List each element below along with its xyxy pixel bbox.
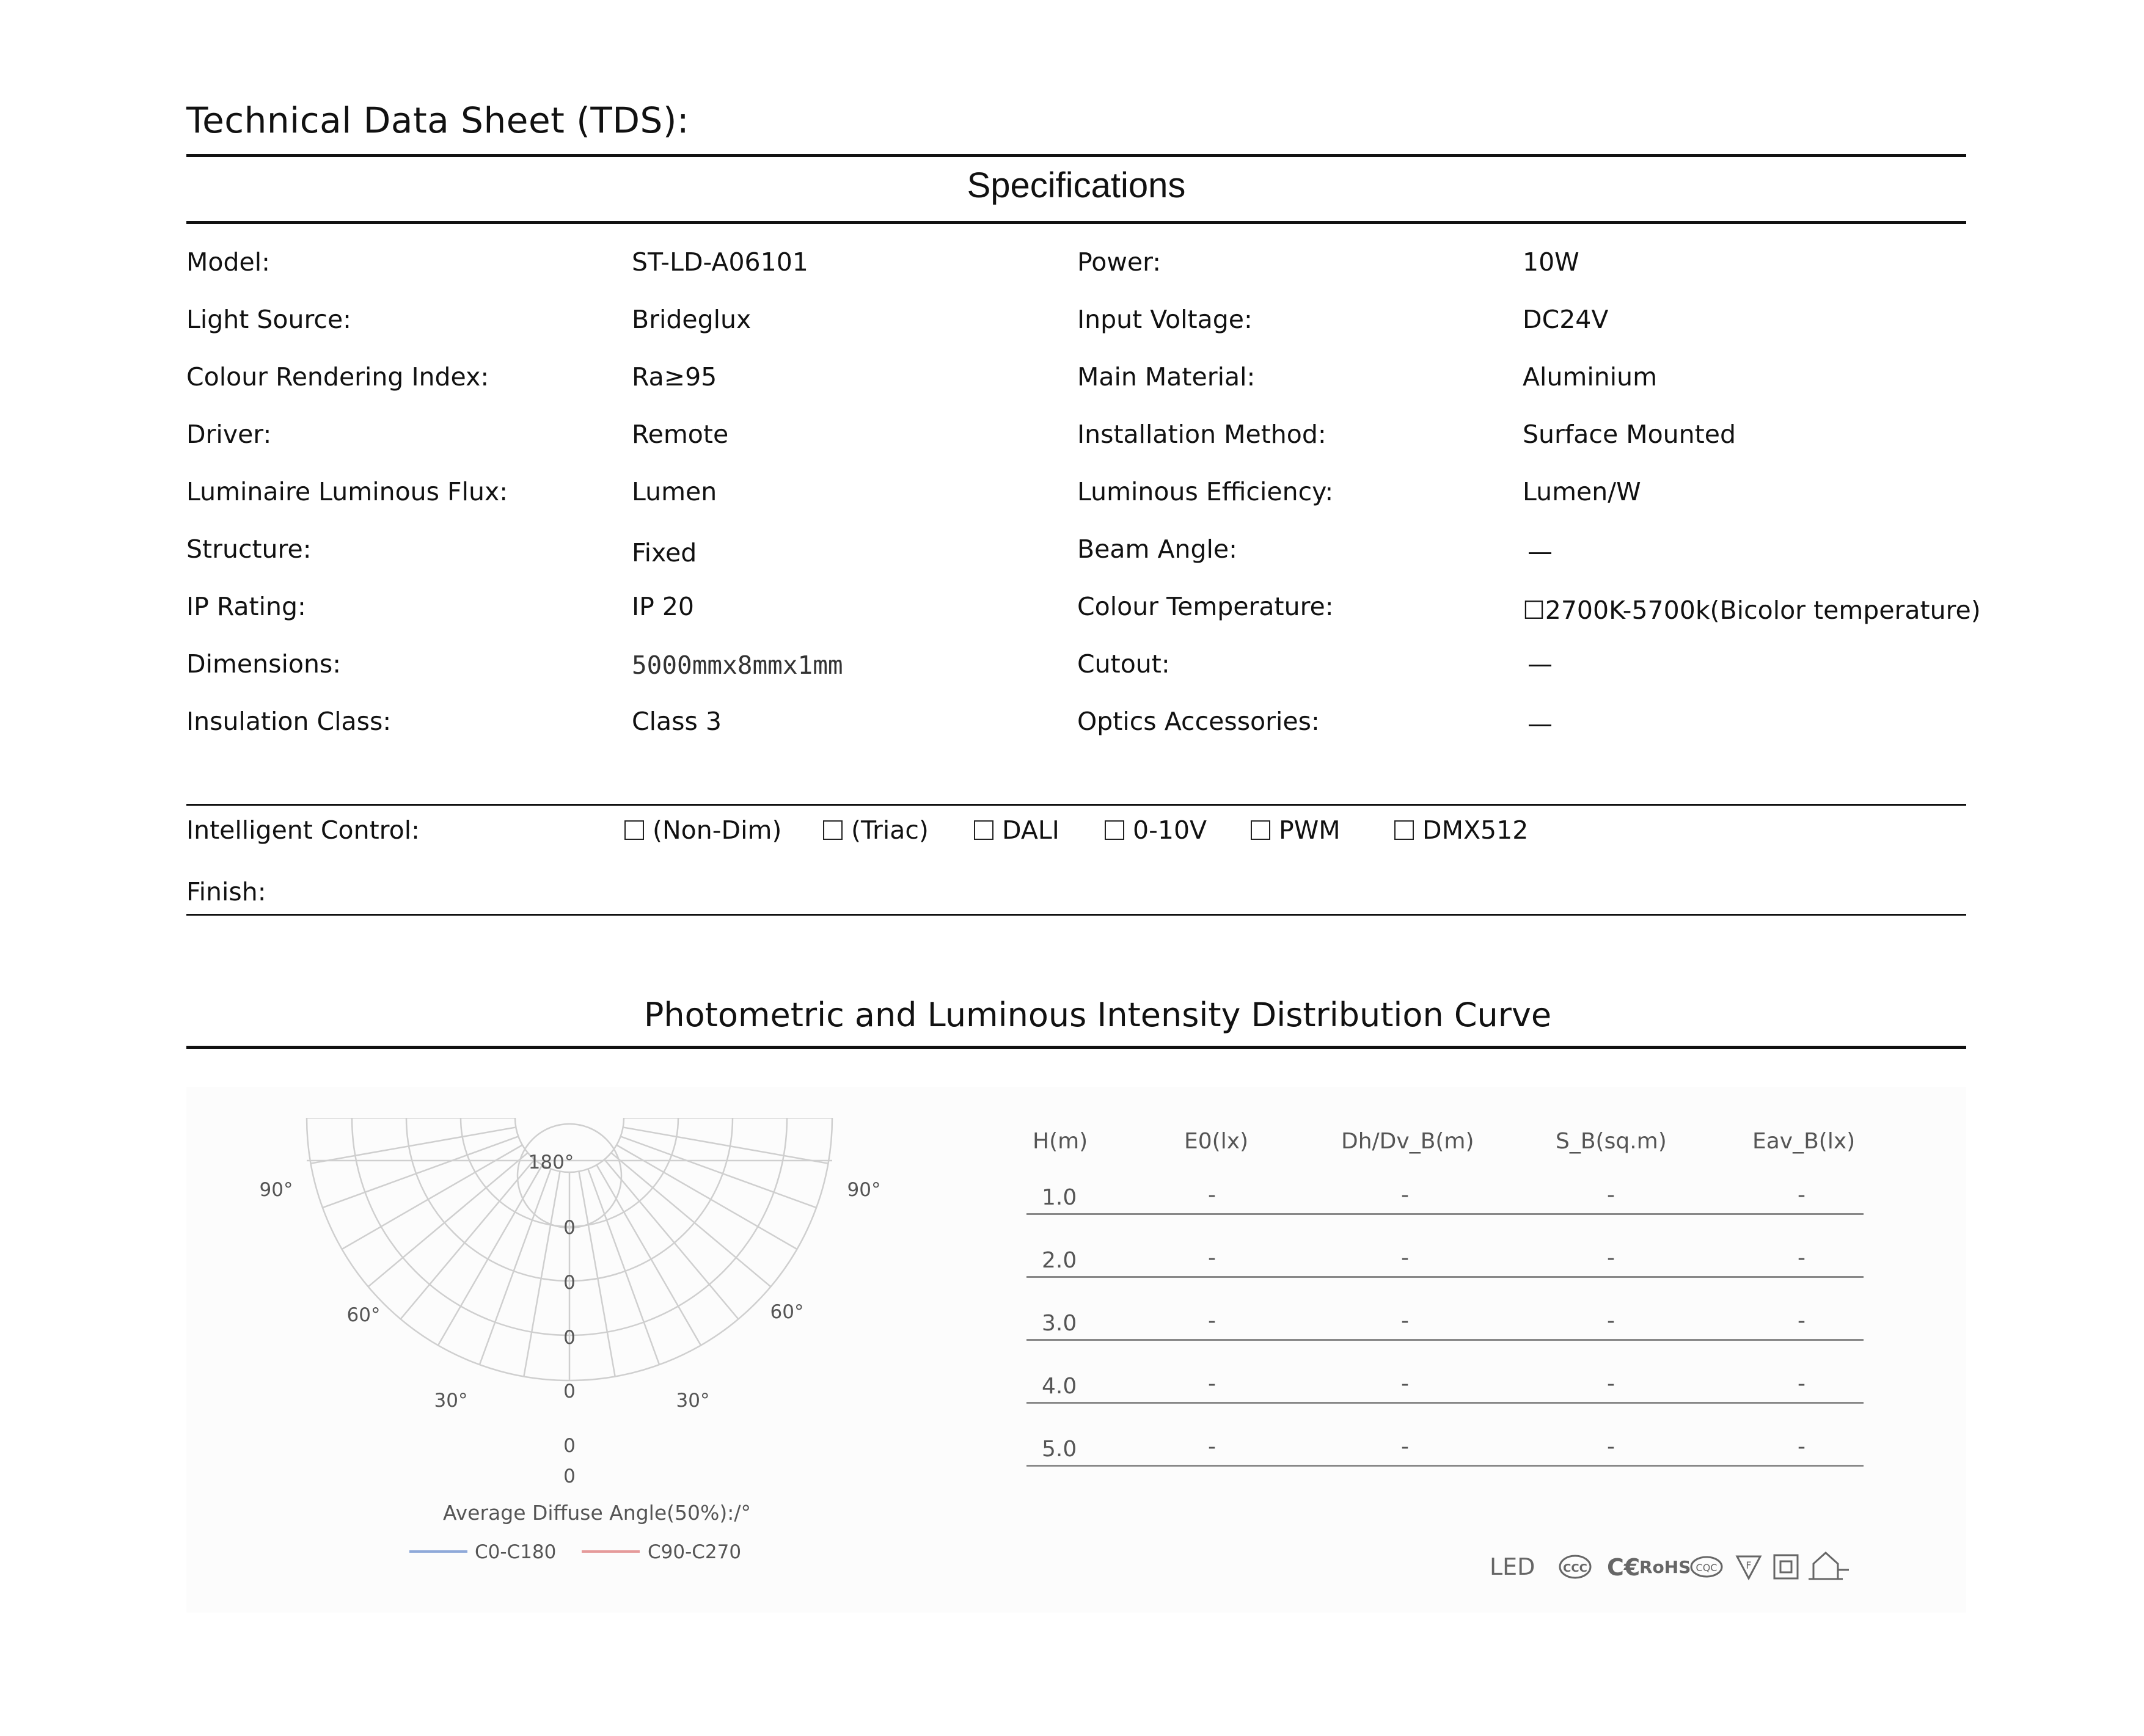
table-cell: 1.0 <box>1042 1185 1077 1210</box>
table-cell: - <box>1798 1371 1806 1396</box>
spec-value: Fixed <box>632 538 697 567</box>
checkbox-icon[interactable] <box>1251 820 1270 840</box>
table-header: E0(lx) <box>1184 1129 1249 1154</box>
polar-grid-spoke <box>480 1169 551 1365</box>
polar-label-60-left: 60° <box>346 1304 381 1326</box>
ccc-mark-icon <box>1560 1556 1590 1578</box>
table-cell: - <box>1401 1371 1409 1396</box>
spec-row <box>186 649 1966 692</box>
polar-radial-value: 0 <box>563 1465 576 1487</box>
spec-row <box>186 592 1981 635</box>
table-cell: 5.0 <box>1042 1437 1077 1462</box>
spec-label: Beam Angle: <box>1077 534 1237 564</box>
ccc-mark-text: CCC <box>1563 1562 1587 1575</box>
legend-label-c90-c270: C90-C270 <box>648 1541 742 1563</box>
spec-value: Remote <box>632 420 729 449</box>
table-cell: - <box>1208 1434 1216 1459</box>
polar-radial-value: 0 <box>563 1380 576 1402</box>
table-cell: - <box>1607 1183 1615 1208</box>
table-cell: - <box>1401 1434 1409 1459</box>
spec-value: — <box>1528 649 1553 679</box>
polar-label-90-left: 90° <box>259 1179 293 1201</box>
spec-label: Model: <box>186 247 270 277</box>
cqc-mark-text: CQC <box>1696 1562 1718 1574</box>
table-cell: - <box>1607 1308 1615 1333</box>
certification-marks <box>1485 1545 1870 1588</box>
spec-row <box>186 362 1966 405</box>
table-row-rule <box>1026 1402 1864 1404</box>
table-cell: - <box>1208 1308 1216 1333</box>
polar-radial-value: 0 <box>563 1272 576 1294</box>
table-cell: - <box>1607 1371 1615 1396</box>
checkbox-icon[interactable] <box>1105 820 1124 840</box>
control-option-0-10v[interactable] <box>1105 815 1207 845</box>
class-ii-icon <box>1774 1555 1798 1578</box>
control-option-label: (Non-Dim) <box>653 815 782 845</box>
spec-value: — <box>1528 537 1553 566</box>
control-bottom-rule <box>186 914 1966 916</box>
polar-caption: Average Diffuse Angle(50%):/° <box>443 1501 751 1525</box>
photometric-rule <box>186 1046 1966 1049</box>
polar-label-60-right: 60° <box>770 1301 804 1323</box>
table-header: Eav_B(lx) <box>1752 1129 1856 1154</box>
spec-label: Cutout: <box>1077 649 1170 679</box>
spec-value: ST-LD-A06101 <box>632 247 808 277</box>
table-header: Dh/Dv_B(m) <box>1341 1129 1474 1154</box>
control-top-rule <box>186 804 1966 806</box>
spec-value: Aluminium <box>1523 362 1658 392</box>
table-row-rule <box>1026 1465 1864 1467</box>
finish-label: Finish: <box>186 877 266 906</box>
table-cell: 2.0 <box>1042 1248 1077 1273</box>
spec-value: DC24V <box>1523 305 1609 334</box>
spec-label: Light Source: <box>186 305 351 334</box>
table-header: S_B(sq.m) <box>1556 1129 1667 1154</box>
photometric-heading: Photometric and Luminous Intensity Distribution Curve <box>643 996 1552 1034</box>
table-cell: - <box>1401 1308 1409 1333</box>
table-cell: 4.0 <box>1042 1374 1077 1399</box>
spec-row <box>186 477 1966 520</box>
control-option-pwm[interactable] <box>1251 815 1341 845</box>
polar-grid-spoke <box>323 1136 518 1208</box>
ce-mark-icon: C€ <box>1607 1554 1641 1581</box>
spec-value: 5000mmx8mmx1mm <box>632 651 843 680</box>
polar-grid-spoke <box>623 1127 829 1163</box>
legend-label-c0-c180: C0-C180 <box>475 1541 557 1563</box>
table-cell: - <box>1401 1183 1409 1208</box>
spec-label: Driver: <box>186 420 272 449</box>
table-cell: - <box>1208 1371 1216 1396</box>
cqc-mark-icon <box>1691 1557 1722 1577</box>
table-header: H(m) <box>1033 1129 1088 1154</box>
checkbox-icon[interactable] <box>624 820 644 840</box>
spec-label: Power: <box>1077 247 1162 277</box>
table-row-rule <box>1026 1339 1864 1341</box>
spec-value: IP 20 <box>632 592 695 621</box>
intelligent-control-label: Intelligent Control: <box>186 815 420 845</box>
polar-radial-value: 0 <box>563 1327 576 1349</box>
table-cell: - <box>1607 1245 1615 1271</box>
spec-value: ☐2700K-5700k(Bicolor temperature) <box>1523 596 1981 625</box>
checkbox-icon[interactable] <box>823 820 843 840</box>
control-option-label: PWM <box>1279 815 1341 845</box>
spec-value: Brideglux <box>632 305 752 334</box>
spec-row <box>186 247 1966 290</box>
table-cell: 3.0 <box>1042 1311 1077 1336</box>
polar-diagram <box>232 1118 953 1594</box>
spec-value: — <box>1528 709 1553 739</box>
polar-label-30-left: 30° <box>434 1390 468 1412</box>
spec-label: Luminaire Luminous Flux: <box>186 477 508 506</box>
control-option-dmx512[interactable] <box>1394 815 1528 845</box>
spec-label: Optics Accessories: <box>1077 707 1320 736</box>
rohs-mark: RoHS <box>1639 1557 1691 1577</box>
led-mark: LED <box>1490 1553 1535 1580</box>
polar-grid-spoke <box>524 1172 560 1377</box>
spec-label: Luminous Efficiency: <box>1077 477 1334 506</box>
control-option-label: DALI <box>1002 815 1059 845</box>
control-option-label: (Triac) <box>851 815 929 845</box>
polar-grid-spoke <box>588 1169 659 1365</box>
polar-label-90-right: 90° <box>847 1179 881 1201</box>
table-cell: - <box>1607 1434 1615 1459</box>
spec-label: IP Rating: <box>186 592 306 621</box>
spec-row <box>186 534 1966 577</box>
spec-value: Ra≥95 <box>632 362 717 392</box>
spec-label: Structure: <box>186 534 312 564</box>
indoor-use-icon <box>1809 1553 1849 1579</box>
polar-grid-spoke <box>579 1172 615 1377</box>
table-cell: - <box>1208 1245 1216 1271</box>
table-cell: - <box>1798 1183 1806 1208</box>
checkbox-icon[interactable] <box>1394 820 1414 840</box>
control-option-label: 0-10V <box>1133 815 1207 845</box>
specifications-rule <box>186 221 1966 224</box>
document-title: Technical Data Sheet (TDS): <box>186 100 690 141</box>
polar-grid-spoke <box>621 1136 816 1208</box>
spec-row <box>186 305 1966 348</box>
table-cell: - <box>1798 1245 1806 1271</box>
spec-label: Colour Rendering Index: <box>186 362 489 392</box>
polar-radial-value: 0 <box>563 1217 576 1239</box>
spec-label: Installation Method: <box>1077 420 1326 449</box>
polar-grid-spoke <box>311 1127 516 1163</box>
f-mark-icon <box>1737 1556 1760 1578</box>
spec-value: Lumen/W <box>1523 477 1641 506</box>
table-row-rule <box>1026 1213 1864 1215</box>
spec-value: Class 3 <box>632 707 722 736</box>
spec-row <box>186 707 1966 749</box>
spec-label: Colour Temperature: <box>1077 592 1334 621</box>
control-option-non-dim[interactable] <box>624 815 781 845</box>
table-cell: - <box>1798 1308 1806 1333</box>
table-row-rule <box>1026 1276 1864 1278</box>
spec-row <box>186 420 1966 462</box>
title-rule <box>186 154 1966 157</box>
spec-label: Dimensions: <box>186 649 342 679</box>
spec-value: Surface Mounted <box>1523 420 1736 449</box>
spec-value: Lumen <box>632 477 717 506</box>
spec-label: Input Voltage: <box>1077 305 1253 334</box>
checkbox-icon[interactable] <box>974 820 993 840</box>
table-cell: - <box>1208 1183 1216 1208</box>
table-cell: - <box>1798 1434 1806 1459</box>
control-option-dali[interactable] <box>974 815 1059 845</box>
spec-label: Insulation Class: <box>186 707 392 736</box>
table-cell: - <box>1401 1245 1409 1271</box>
spec-label: Main Material: <box>1077 362 1256 392</box>
spec-value: 10W <box>1523 247 1579 277</box>
svg-text:F: F <box>1746 1559 1752 1571</box>
control-option-label: DMX512 <box>1422 815 1529 845</box>
specifications-heading: Specifications <box>967 166 1186 205</box>
polar-label-30-right: 30° <box>676 1390 710 1412</box>
polar-radial-value: 0 <box>563 1435 576 1457</box>
polar-label-180: 180° <box>528 1151 574 1173</box>
control-option-triac[interactable] <box>823 815 929 845</box>
